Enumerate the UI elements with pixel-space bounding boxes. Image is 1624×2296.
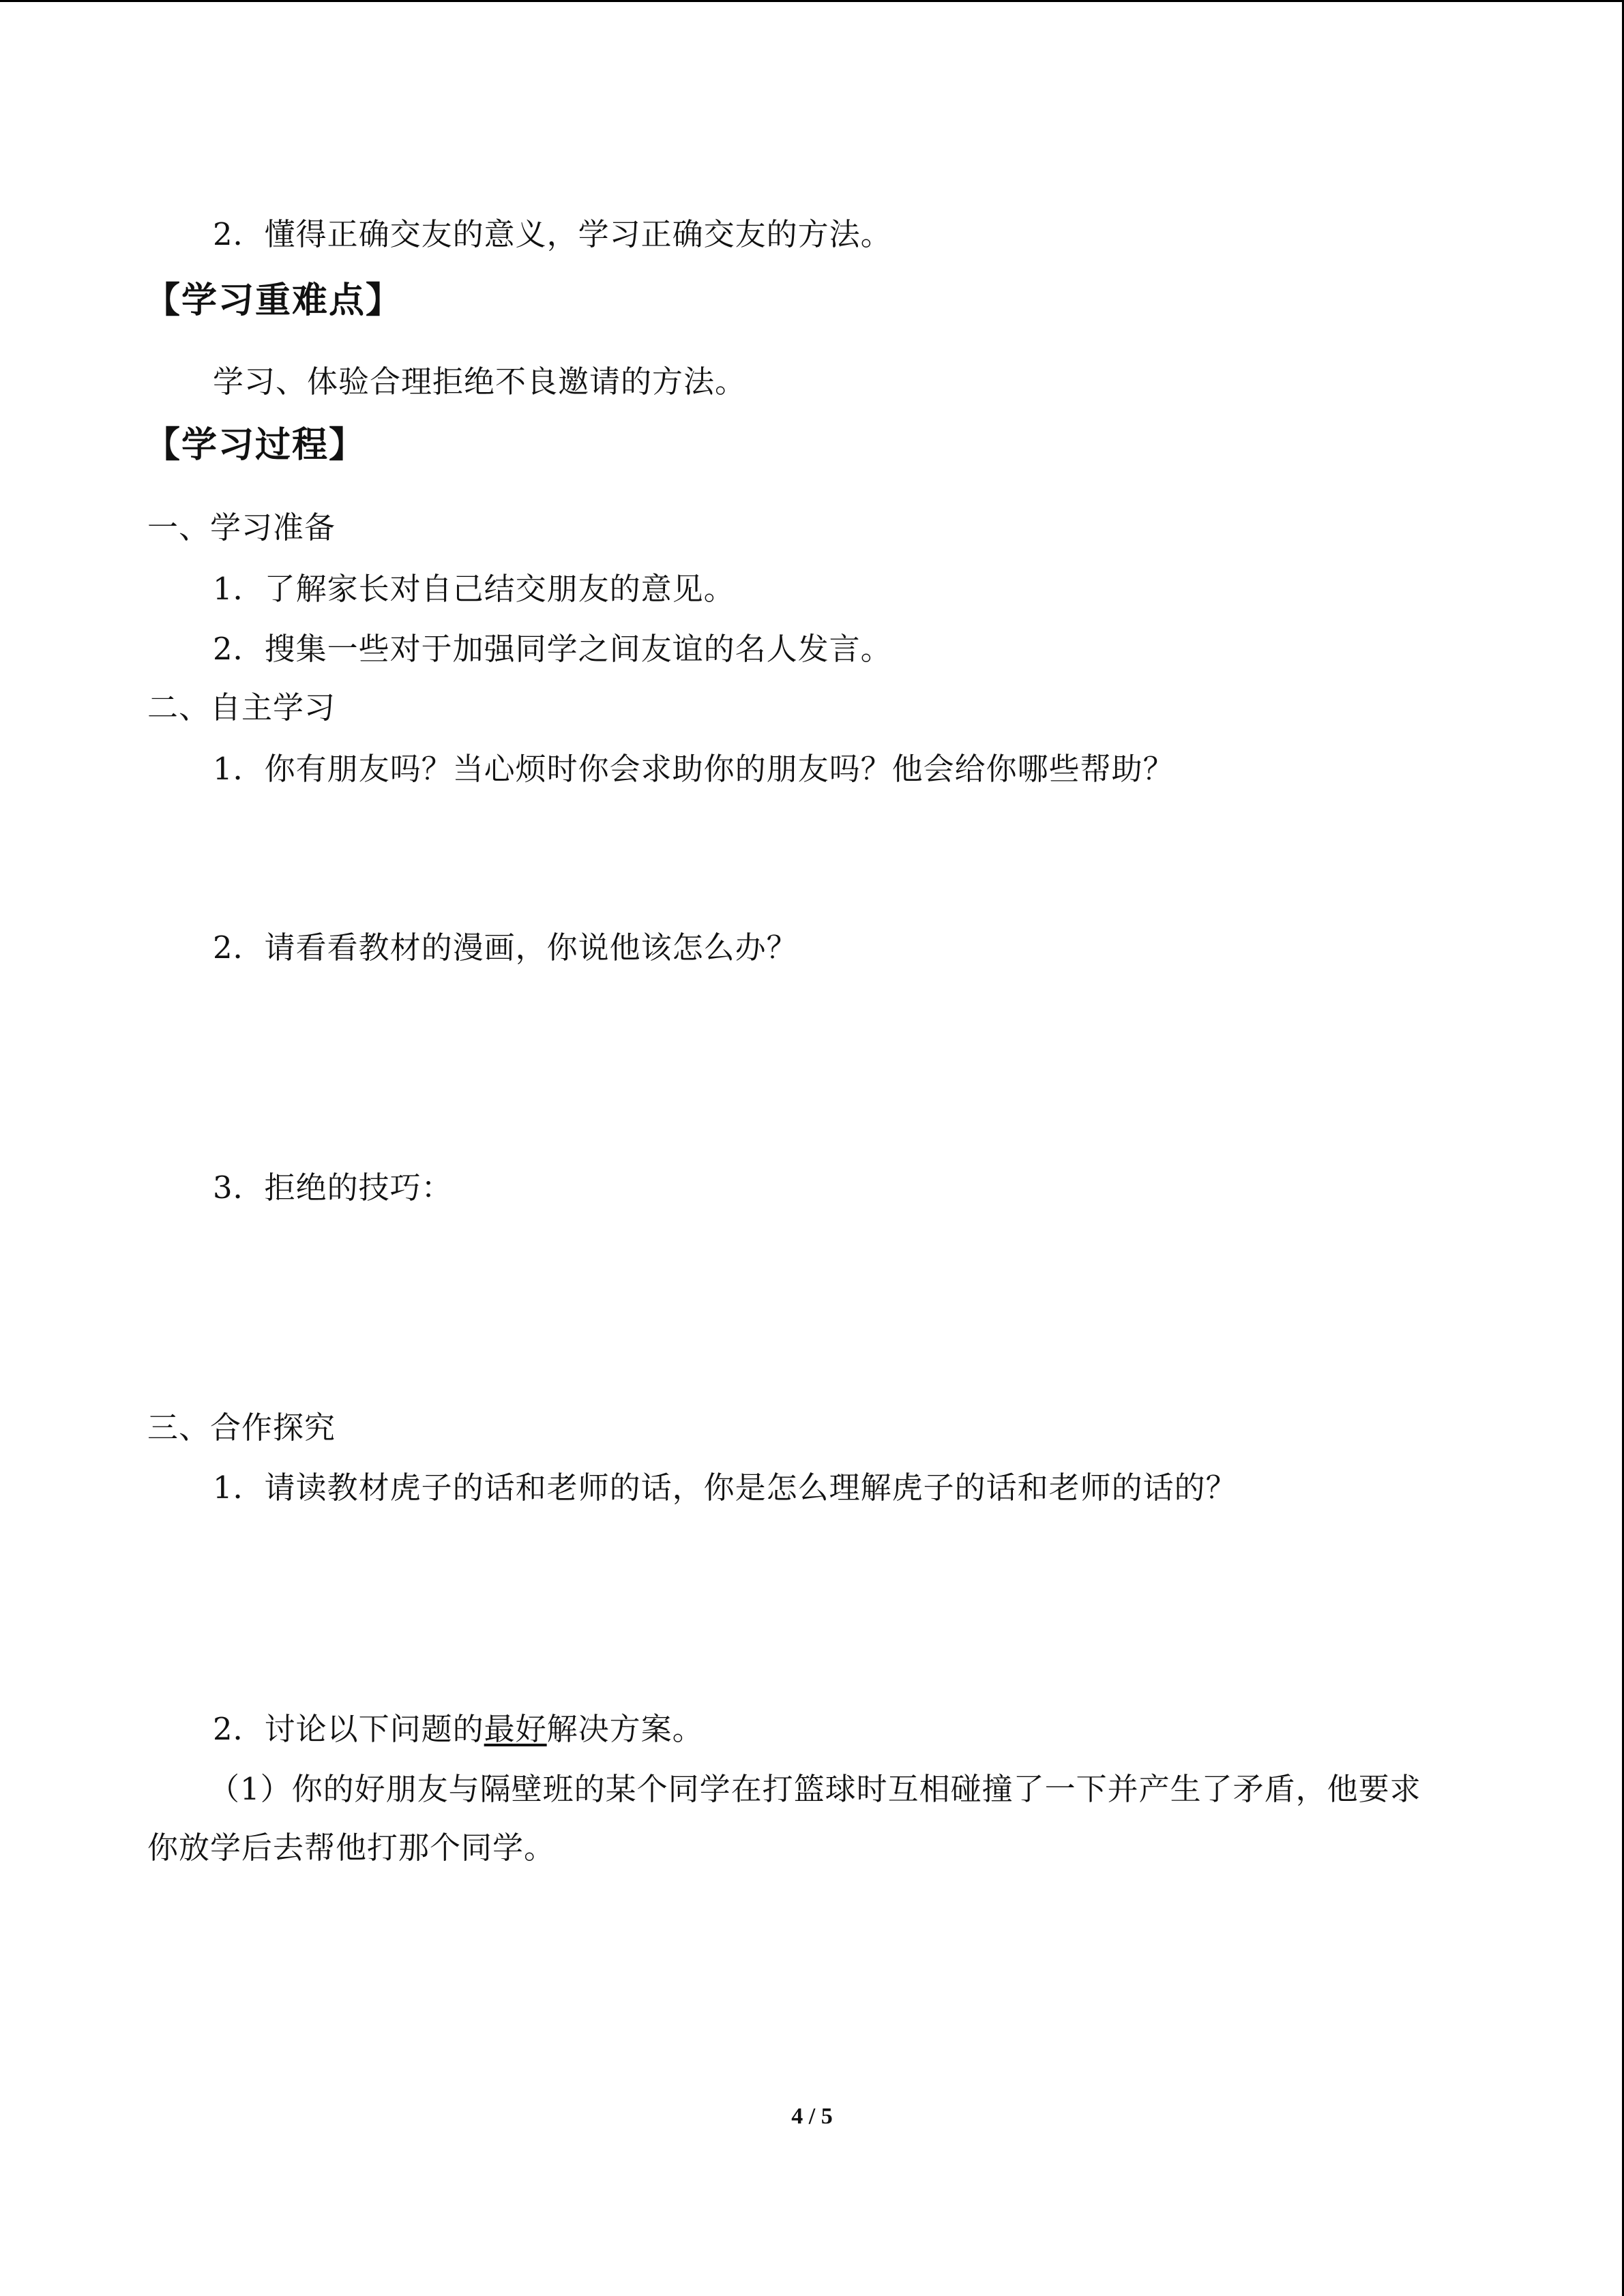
section-3-item-2 [213, 1709, 704, 1750]
process-heading: 【学习过程】 [145, 425, 366, 466]
section-2-item-1: 1．你有朋友吗？当心烦时你会求助你的朋友吗？他会给你哪些帮助？ [213, 751, 1175, 787]
objective-item-2: 2．懂得正确交友的意义，学习正确交友的方法。 [213, 216, 892, 252]
section-2-item-2: 2．请看看教材的漫画，你说他该怎么办？ [213, 929, 798, 966]
key-points-heading: 【学习重难点】 [145, 280, 403, 321]
section-3-item-1: 1．请读教材虎子的话和老师的话，你是怎么理解虎子的话和老师的话的？ [213, 1470, 1237, 1506]
section-3-item-2-underlined: 最好 [484, 1711, 547, 1747]
section-1-title: 一、学习准备 [147, 509, 336, 546]
case-1-line-2: 你放学后去帮他打那个同学。 [147, 1830, 556, 1866]
section-3-item-2-suffix: 解决方案。 [546, 1711, 704, 1747]
page-number: 4 / 5 [791, 2104, 833, 2129]
section-1-item-2: 2．搜集一些对于加强同学之间友谊的名人发言。 [213, 631, 892, 667]
section-3-title: 三、合作探究 [147, 1410, 336, 1446]
section-1-item-1: 1．了解家长对自己结交朋友的意见。 [213, 571, 735, 607]
key-points-text: 学习、体验合理拒绝不良邀请的方法。 [213, 363, 747, 400]
section-2-title: 二、自主学习 [147, 689, 336, 726]
case-1-line-1: （1）你的好朋友与隔壁班的某个同学在打篮球时互相碰撞了一下并产生了矛盾，他要求 [209, 1771, 1421, 1807]
section-3-item-2-prefix: 2．讨论以下问题的 [213, 1711, 484, 1747]
section-2-item-3: 3．拒绝的技巧： [213, 1169, 453, 1206]
page-top-border [0, 0, 1624, 2]
